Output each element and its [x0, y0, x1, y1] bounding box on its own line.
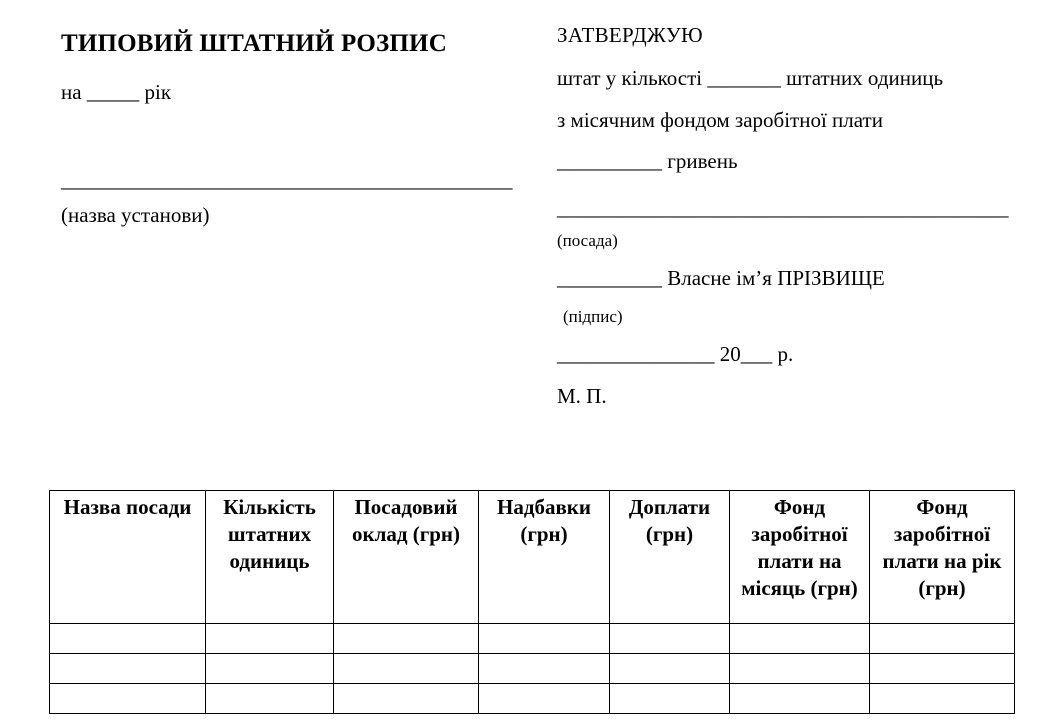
table-row: [50, 654, 1015, 684]
table-cell[interactable]: [334, 684, 479, 714]
column-header-salary: Посадовий оклад (грн): [334, 491, 479, 624]
column-header-bonuses: Надбавки (грн): [479, 491, 610, 624]
table-cell[interactable]: [334, 654, 479, 684]
table-cell[interactable]: [50, 624, 206, 654]
document-title: ТИПОВИЙ ШТАТНИЙ РОЗПИС: [61, 30, 447, 57]
staffing-table: [49, 490, 1015, 714]
date-line: _______________ 20___ р.: [557, 342, 794, 366]
staff-count-line: штат у кількості _______ штатних одиниць: [557, 66, 944, 90]
table-cell[interactable]: [479, 684, 610, 714]
stamp-place: М. П.: [557, 384, 607, 408]
table-row: [50, 624, 1015, 654]
table-cell[interactable]: [50, 654, 206, 684]
year-field: на _____ рік: [61, 80, 172, 104]
column-header-allowances: Доплати (грн): [610, 491, 730, 624]
table-cell[interactable]: [610, 624, 730, 654]
column-header-monthly-fund: Фонд заробітної плати на місяць (грн): [730, 491, 870, 624]
table-cell[interactable]: [730, 654, 870, 684]
organization-name-line: ___________________________________________: [61, 168, 513, 192]
position-line: ___________________________________________: [557, 196, 1009, 220]
position-caption: (посада): [557, 231, 618, 250]
table-row: [50, 684, 1015, 714]
table-header-row: [50, 491, 1015, 624]
table-cell[interactable]: [730, 684, 870, 714]
table-cell[interactable]: [610, 684, 730, 714]
table-cell[interactable]: [730, 624, 870, 654]
approval-label: ЗАТВЕРДЖУЮ: [557, 23, 703, 47]
monthly-fund-line: з місячним фондом заробітної плати: [557, 108, 883, 132]
table-cell[interactable]: [206, 684, 334, 714]
signature-line: __________ Власне ім’я ПРІЗВИЩЕ: [557, 266, 885, 290]
table-cell[interactable]: [479, 654, 610, 684]
organization-name-caption: (назва установи): [61, 203, 210, 227]
column-header-staff-units: Кількість штатних одиниць: [206, 491, 334, 624]
table-cell[interactable]: [206, 654, 334, 684]
table-cell[interactable]: [50, 684, 206, 714]
column-header-position-name: Назва посади: [50, 491, 206, 624]
fund-amount-line: __________ гривень: [557, 149, 738, 173]
table-cell[interactable]: [870, 684, 1015, 714]
table-cell[interactable]: [870, 624, 1015, 654]
signature-caption: (підпис): [563, 307, 623, 326]
table-cell[interactable]: [479, 624, 610, 654]
table-cell[interactable]: [610, 654, 730, 684]
table-cell[interactable]: [870, 654, 1015, 684]
column-header-annual-fund: Фонд заробітної плати на рік (грн): [870, 491, 1015, 624]
table-cell[interactable]: [334, 624, 479, 654]
table-cell[interactable]: [206, 624, 334, 654]
